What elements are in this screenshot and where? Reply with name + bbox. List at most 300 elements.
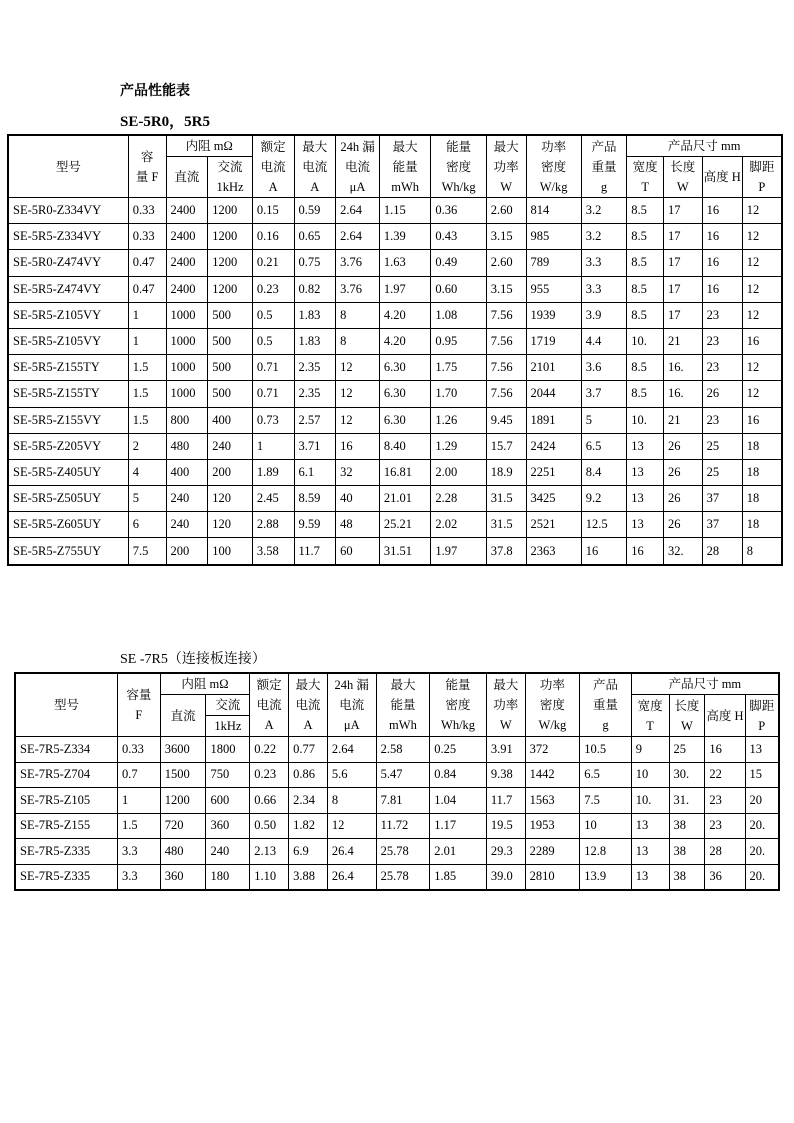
cell-pitch: 13 [745, 737, 779, 763]
cell-rated-current: 0.71 [252, 381, 294, 407]
cell-max-power: 7.56 [486, 355, 526, 381]
cell-width: 10. [627, 328, 664, 354]
table-row [15, 839, 779, 865]
col-header-model: 型号 [8, 135, 128, 198]
cell-rated-current: 0.73 [252, 407, 294, 433]
table-row [15, 762, 779, 788]
cell-capacity: 0.33 [128, 198, 166, 224]
cell-max-current: 2.35 [294, 381, 336, 407]
cell-leakage: 16 [336, 433, 380, 459]
cell-height: 16 [702, 276, 742, 302]
cell-height: 28 [705, 839, 745, 865]
cell-esr-dc: 360 [160, 864, 206, 890]
cell-power-density: 814 [526, 198, 581, 224]
cell-width: 13 [631, 839, 669, 865]
table-row [8, 407, 782, 433]
cell-weight: 10.5 [580, 737, 632, 763]
col-header-width: 宽度 T [627, 157, 664, 198]
cell-rated-current: 1 [252, 433, 294, 459]
cell-max-current: 1.83 [294, 302, 336, 328]
cell-model: SE-7R5-Z105 [15, 788, 118, 814]
cell-rated-current: 0.23 [250, 762, 289, 788]
cell-length: 26 [663, 512, 702, 538]
cell-leakage: 12 [336, 381, 380, 407]
cell-height: 28 [702, 538, 742, 565]
cell-model: SE-5R5-Z205VY [8, 433, 128, 459]
cell-capacity: 1.5 [118, 813, 161, 839]
cell-energy-density: 1.29 [431, 433, 486, 459]
cell-leakage: 8 [327, 788, 376, 814]
cell-rated-current: 0.22 [250, 737, 289, 763]
cell-model: SE-5R5-Z334VY [8, 224, 128, 250]
cell-max-current: 9.59 [294, 512, 336, 538]
cell-width: 13 [627, 512, 664, 538]
cell-pitch: 15 [745, 762, 779, 788]
col-header-capacity: 容 量 F [128, 135, 166, 198]
cell-max-energy: 2.58 [376, 737, 430, 763]
cell-max-current: 3.71 [294, 433, 336, 459]
cell-power-density: 2251 [526, 459, 581, 485]
cell-height: 23 [702, 355, 742, 381]
cell-max-energy: 11.72 [376, 813, 430, 839]
cell-max-current: 6.1 [294, 459, 336, 485]
cell-max-current: 1.83 [294, 328, 336, 354]
cell-esr-ac: 240 [206, 839, 250, 865]
cell-leakage: 5.6 [327, 762, 376, 788]
cell-max-current: 0.77 [289, 737, 328, 763]
cell-height: 23 [705, 813, 745, 839]
cell-model: SE-5R5-Z105VY [8, 328, 128, 354]
cell-max-current: 0.86 [289, 762, 328, 788]
cell-energy-density: 1.97 [431, 538, 486, 565]
col-header-length: 长度 W [669, 695, 705, 737]
cell-leakage: 12 [327, 813, 376, 839]
cell-power-density: 955 [526, 276, 581, 302]
cell-max-power: 7.56 [486, 302, 526, 328]
cell-power-density: 2521 [526, 512, 581, 538]
cell-leakage: 3.76 [336, 276, 380, 302]
cell-capacity: 1.5 [128, 355, 166, 381]
cell-max-power: 2.60 [486, 250, 526, 276]
cell-weight: 3.3 [581, 250, 627, 276]
cell-max-power: 31.5 [486, 486, 526, 512]
cell-power-density: 789 [526, 250, 581, 276]
cell-max-power: 3.15 [486, 276, 526, 302]
cell-leakage: 26.4 [327, 839, 376, 865]
cell-energy-density: 0.95 [431, 328, 486, 354]
cell-energy-density: 1.17 [430, 813, 487, 839]
col-header-max-current: 最大 电流 A [289, 673, 328, 737]
table-row [15, 737, 779, 763]
cell-pitch: 12 [742, 224, 782, 250]
table-row [8, 276, 782, 302]
cell-max-power: 15.7 [486, 433, 526, 459]
cell-pitch: 20. [745, 813, 779, 839]
cell-max-current: 0.75 [294, 250, 336, 276]
cell-power-density: 985 [526, 224, 581, 250]
cell-max-current: 2.34 [289, 788, 328, 814]
cell-esr-ac: 120 [208, 486, 253, 512]
cell-energy-density: 0.43 [431, 224, 486, 250]
cell-weight: 5 [581, 407, 627, 433]
table-row [8, 433, 782, 459]
cell-pitch: 16 [742, 407, 782, 433]
cell-esr-ac: 1200 [208, 250, 253, 276]
cell-height: 23 [705, 788, 745, 814]
table-row [8, 198, 782, 224]
cell-width: 13 [627, 459, 664, 485]
cell-max-current: 2.35 [294, 355, 336, 381]
cell-esr-ac: 100 [208, 538, 253, 565]
cell-esr-ac: 500 [208, 328, 253, 354]
cell-max-energy: 1.63 [379, 250, 431, 276]
col-header-ac-unit: 1kHz [206, 716, 250, 737]
cell-model: SE-7R5-Z704 [15, 762, 118, 788]
cell-esr-dc: 720 [160, 813, 206, 839]
cell-power-density: 3425 [526, 486, 581, 512]
cell-capacity: 6 [128, 512, 166, 538]
cell-height: 36 [705, 864, 745, 890]
cell-max-current: 0.65 [294, 224, 336, 250]
cell-capacity: 2 [128, 433, 166, 459]
cell-height: 16 [705, 737, 745, 763]
table-row [8, 224, 782, 250]
cell-height: 26 [702, 381, 742, 407]
cell-esr-dc: 1000 [166, 302, 208, 328]
cell-height: 16 [702, 250, 742, 276]
cell-model: SE-7R5-Z155 [15, 813, 118, 839]
cell-length: 26 [663, 459, 702, 485]
cell-length: 16. [663, 381, 702, 407]
cell-leakage: 12 [336, 355, 380, 381]
col-header-dc: 直流 [166, 157, 208, 198]
cell-model: SE-5R5-Z405UY [8, 459, 128, 485]
cell-max-current: 0.82 [294, 276, 336, 302]
cell-weight: 3.2 [581, 198, 627, 224]
cell-power-density: 2810 [525, 864, 580, 890]
cell-length: 17 [663, 198, 702, 224]
cell-esr-dc: 400 [166, 459, 208, 485]
cell-leakage: 8 [336, 328, 380, 354]
col-header-length: 长度 W [663, 157, 702, 198]
cell-weight: 3.3 [581, 276, 627, 302]
cell-height: 25 [702, 459, 742, 485]
cell-energy-density: 0.60 [431, 276, 486, 302]
cell-length: 17 [663, 224, 702, 250]
cell-model: SE-5R5-Z155VY [8, 407, 128, 433]
cell-energy-density: 1.75 [431, 355, 486, 381]
cell-max-energy: 25.78 [376, 864, 430, 890]
cell-max-power: 19.5 [486, 813, 525, 839]
cell-power-density: 2101 [526, 355, 581, 381]
cell-length: 17 [663, 250, 702, 276]
cell-max-power: 9.38 [486, 762, 525, 788]
cell-rated-current: 2.88 [252, 512, 294, 538]
cell-esr-ac: 750 [206, 762, 250, 788]
cell-weight: 7.5 [580, 788, 632, 814]
cell-esr-ac: 500 [208, 302, 253, 328]
cell-weight: 16 [581, 538, 627, 565]
cell-width: 9 [631, 737, 669, 763]
col-header-max-power: 最大 功率 W [486, 673, 525, 737]
cell-power-density: 1891 [526, 407, 581, 433]
cell-model: SE-7R5-Z335 [15, 839, 118, 865]
cell-length: 21 [663, 407, 702, 433]
table-row [8, 381, 782, 407]
cell-weight: 3.6 [581, 355, 627, 381]
cell-height: 23 [702, 302, 742, 328]
cell-energy-density: 1.04 [430, 788, 487, 814]
cell-max-energy: 4.20 [379, 328, 431, 354]
col-header-max-power: 最大 功率 W [486, 135, 526, 198]
cell-width: 8.5 [627, 198, 664, 224]
cell-weight: 12.5 [581, 512, 627, 538]
cell-height: 16 [702, 224, 742, 250]
cell-model: SE-7R5-Z335 [15, 864, 118, 890]
cell-height: 22 [705, 762, 745, 788]
cell-max-power: 31.5 [486, 512, 526, 538]
page-title: 产品性能表 [120, 83, 190, 99]
cell-length: 38 [669, 864, 705, 890]
cell-energy-density: 1.70 [431, 381, 486, 407]
cell-pitch: 16 [742, 328, 782, 354]
cell-max-energy: 7.81 [376, 788, 430, 814]
cell-max-energy: 1.97 [379, 276, 431, 302]
cell-esr-ac: 1200 [208, 276, 253, 302]
cell-pitch: 12 [742, 276, 782, 302]
cell-leakage: 40 [336, 486, 380, 512]
cell-height: 23 [702, 328, 742, 354]
cell-length: 21 [663, 328, 702, 354]
cell-length: 38 [669, 839, 705, 865]
cell-rated-current: 2.13 [250, 839, 289, 865]
cell-length: 38 [669, 813, 705, 839]
cell-rated-current: 1.89 [252, 459, 294, 485]
col-header-dc: 直流 [160, 695, 206, 737]
cell-width: 13 [631, 864, 669, 890]
table2-body [15, 737, 779, 891]
cell-esr-dc: 2400 [166, 276, 208, 302]
col-header-power-density: 功率 密度 W/kg [525, 673, 580, 737]
cell-energy-density: 0.84 [430, 762, 487, 788]
cell-capacity: 1.5 [128, 407, 166, 433]
cell-esr-ac: 240 [208, 433, 253, 459]
cell-rated-current: 0.5 [252, 328, 294, 354]
cell-energy-density: 0.36 [431, 198, 486, 224]
cell-capacity: 0.33 [128, 224, 166, 250]
col-header-weight: 产品 重量 g [581, 135, 627, 198]
table1-body [8, 198, 782, 565]
cell-width: 10. [631, 788, 669, 814]
table-row [8, 512, 782, 538]
col-header-esr: 内阻 mΩ [160, 673, 250, 695]
cell-max-energy: 8.40 [379, 433, 431, 459]
cell-capacity: 3.3 [118, 839, 161, 865]
cell-width: 16 [627, 538, 664, 565]
cell-length: 17 [663, 276, 702, 302]
cell-height: 25 [702, 433, 742, 459]
cell-esr-ac: 600 [206, 788, 250, 814]
cell-power-density: 1719 [526, 328, 581, 354]
cell-pitch: 12 [742, 381, 782, 407]
cell-esr-ac: 400 [208, 407, 253, 433]
cell-max-power: 29.3 [486, 839, 525, 865]
cell-energy-density: 2.28 [431, 486, 486, 512]
cell-max-energy: 5.47 [376, 762, 430, 788]
cell-max-energy: 25.78 [376, 839, 430, 865]
cell-esr-dc: 2400 [166, 198, 208, 224]
cell-max-power: 9.45 [486, 407, 526, 433]
table-row [8, 355, 782, 381]
cell-pitch: 18 [742, 486, 782, 512]
cell-weight: 3.9 [581, 302, 627, 328]
cell-width: 13 [627, 433, 664, 459]
cell-model: SE-5R5-Z505UY [8, 486, 128, 512]
cell-capacity: 7.5 [128, 538, 166, 565]
cell-length: 16. [663, 355, 702, 381]
header-row-1 [8, 135, 782, 157]
cell-leakage: 8 [336, 302, 380, 328]
cell-power-density: 1563 [525, 788, 580, 814]
cell-max-energy: 6.30 [379, 381, 431, 407]
cell-height: 37 [702, 512, 742, 538]
cell-pitch: 12 [742, 198, 782, 224]
cell-pitch: 18 [742, 433, 782, 459]
col-header-size: 产品尺寸 mm [627, 135, 782, 157]
table-row [15, 813, 779, 839]
cell-power-density: 2289 [525, 839, 580, 865]
col-header-weight: 产品 重量 g [580, 673, 632, 737]
cell-esr-dc: 200 [166, 538, 208, 565]
cell-max-energy: 1.39 [379, 224, 431, 250]
cell-max-energy: 25.21 [379, 512, 431, 538]
cell-esr-dc: 2400 [166, 224, 208, 250]
cell-energy-density: 1.85 [430, 864, 487, 890]
cell-power-density: 1939 [526, 302, 581, 328]
cell-esr-dc: 1000 [166, 381, 208, 407]
cell-rated-current: 0.66 [250, 788, 289, 814]
table-row [8, 538, 782, 565]
cell-energy-density: 2.00 [431, 459, 486, 485]
cell-max-energy: 1.15 [379, 198, 431, 224]
cell-weight: 3.2 [581, 224, 627, 250]
cell-esr-dc: 480 [160, 839, 206, 865]
cell-width: 8.5 [627, 355, 664, 381]
cell-weight: 13.9 [580, 864, 632, 890]
cell-width: 8.5 [627, 276, 664, 302]
table-row [8, 302, 782, 328]
cell-energy-density: 1.08 [431, 302, 486, 328]
col-header-ac: 交流 [206, 695, 250, 716]
cell-esr-ac: 200 [208, 459, 253, 485]
cell-pitch: 20. [745, 864, 779, 890]
col-header-model: 型号 [15, 673, 118, 737]
cell-model: SE-5R5-Z474VY [8, 276, 128, 302]
cell-esr-dc: 2400 [166, 250, 208, 276]
cell-energy-density: 0.25 [430, 737, 487, 763]
cell-esr-dc: 1000 [166, 355, 208, 381]
cell-model: SE-5R0-Z474VY [8, 250, 128, 276]
cell-esr-ac: 1200 [208, 198, 253, 224]
table-row [8, 459, 782, 485]
cell-length: 26 [663, 486, 702, 512]
cell-esr-ac: 360 [206, 813, 250, 839]
cell-leakage: 32 [336, 459, 380, 485]
cell-height: 23 [702, 407, 742, 433]
cell-capacity: 0.7 [118, 762, 161, 788]
table-row [8, 328, 782, 354]
cell-esr-ac: 500 [208, 381, 253, 407]
cell-weight: 6.5 [581, 433, 627, 459]
cell-rated-current: 0.71 [252, 355, 294, 381]
cell-esr-dc: 3600 [160, 737, 206, 763]
cell-leakage: 60 [336, 538, 380, 565]
cell-weight: 6.5 [580, 762, 632, 788]
cell-energy-density: 2.01 [430, 839, 487, 865]
cell-power-density: 2044 [526, 381, 581, 407]
spec-table-5r5 [7, 134, 783, 566]
cell-rated-current: 3.58 [252, 538, 294, 565]
col-header-height: 高度 H [702, 157, 742, 198]
col-header-height: 高度 H [705, 695, 745, 737]
cell-max-power: 3.15 [486, 224, 526, 250]
cell-max-power: 39.0 [486, 864, 525, 890]
cell-capacity: 1 [128, 328, 166, 354]
cell-energy-density: 2.02 [431, 512, 486, 538]
cell-rated-current: 0.21 [252, 250, 294, 276]
cell-width: 8.5 [627, 250, 664, 276]
cell-leakage: 26.4 [327, 864, 376, 890]
col-header-ac: 交流 1kHz [208, 157, 253, 198]
col-header-max-energy: 最大 能量 mWh [379, 135, 431, 198]
cell-leakage: 2.64 [327, 737, 376, 763]
cell-capacity: 1.5 [128, 381, 166, 407]
cell-weight: 9.2 [581, 486, 627, 512]
col-header-energy-density: 能量 密度 Wh/kg [430, 673, 487, 737]
cell-power-density: 1953 [525, 813, 580, 839]
cell-esr-dc: 1200 [160, 788, 206, 814]
cell-model: SE-5R5-Z105VY [8, 302, 128, 328]
cell-max-current: 3.88 [289, 864, 328, 890]
cell-weight: 3.7 [581, 381, 627, 407]
cell-pitch: 12 [742, 355, 782, 381]
cell-esr-dc: 480 [166, 433, 208, 459]
cell-pitch: 20. [745, 839, 779, 865]
cell-max-current: 6.9 [289, 839, 328, 865]
cell-model: SE-5R0-Z334VY [8, 198, 128, 224]
cell-model: SE-5R5-Z605UY [8, 512, 128, 538]
cell-max-energy: 16.81 [379, 459, 431, 485]
col-header-leakage: 24h 漏 电流 μA [336, 135, 380, 198]
cell-max-energy: 31.51 [379, 538, 431, 565]
col-header-max-current: 最大 电流 A [294, 135, 336, 198]
cell-width: 13 [627, 486, 664, 512]
cell-esr-ac: 1200 [208, 224, 253, 250]
cell-pitch: 12 [742, 250, 782, 276]
col-header-esr: 内阻 mΩ [166, 135, 252, 157]
cell-capacity: 1 [118, 788, 161, 814]
cell-width: 10. [627, 407, 664, 433]
col-header-capacity: 容量 F [118, 673, 161, 737]
cell-esr-ac: 120 [208, 512, 253, 538]
cell-model: SE-5R5-Z155TY [8, 355, 128, 381]
col-header-rated-current: 额定 电流 A [252, 135, 294, 198]
cell-pitch: 18 [742, 459, 782, 485]
col-header-width: 宽度 T [631, 695, 669, 737]
cell-max-energy: 4.20 [379, 302, 431, 328]
cell-weight: 10 [580, 813, 632, 839]
cell-length: 32. [663, 538, 702, 565]
